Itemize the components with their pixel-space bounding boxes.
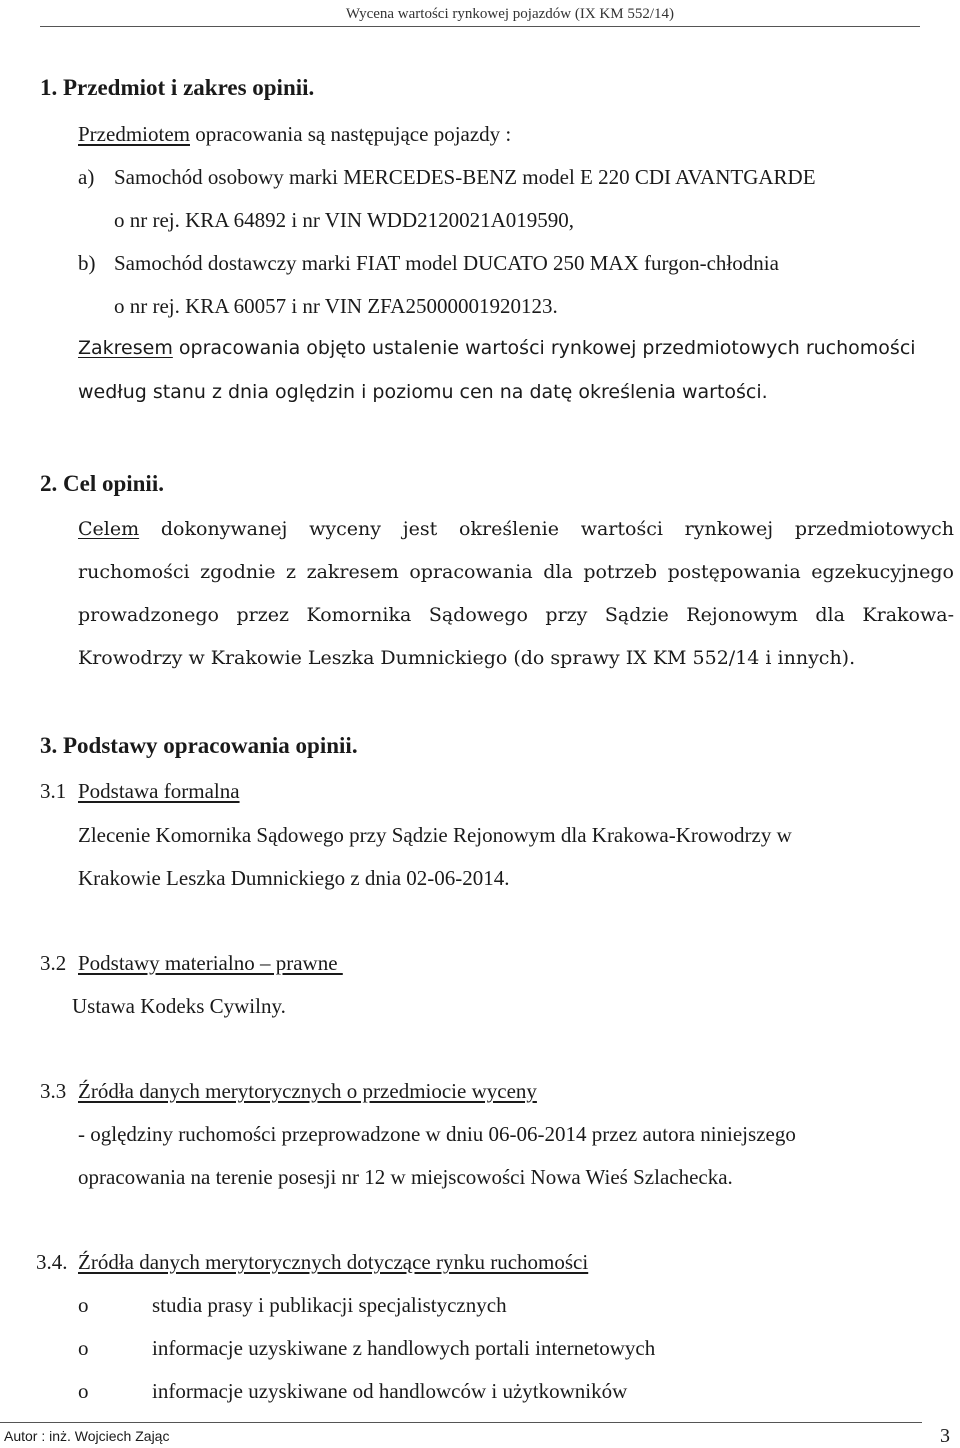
subsection-3-3-line-2: opracowania na terenie posesji nr 12 w miejscowości Nowa Wieś Szlachecka. <box>78 1165 733 1189</box>
subsection-3-3-line-1: - oględziny ruchomości przeprowadzone w dniu 06-06-2014 przez autora niniejszego <box>78 1122 796 1146</box>
scope-keyword: Zakresem <box>78 337 173 359</box>
section-2-body <box>78 508 954 680</box>
bullet-marker: o <box>78 1336 89 1360</box>
goal-text: dokonywanej wyceny jest określenie wartości rynkowej przedmiotowych ruchomości zgodnie z zakresem opracowania dla potrzeb postępowania egzekucyjnego prowadzonego przez Komornika Sądowego przy Sądzie Rejonowym dla Krakowa-Krowodrzy w Krakowie Leszka Dumnickiego (do sprawy IX KM 552/14 i innych). <box>78 518 954 669</box>
item-a-marker: a) <box>78 165 95 189</box>
item-a-line-2: o nr rej. KRA 64892 i nr VIN WDD2120021A019590, <box>114 208 575 232</box>
intro-text: opracowania są następujące pojazdy : <box>189 122 512 146</box>
section-3-heading: 3. Podstawy opracowania opinii. <box>40 733 358 758</box>
bullet-item: studia prasy i publikacji specjalistycznych <box>152 1293 507 1317</box>
section-1-heading: 1. Przedmiot i zakres opinii. <box>40 75 315 100</box>
bullet-marker: o <box>78 1293 89 1317</box>
subsection-3-1-number: 3.1 <box>40 779 67 803</box>
subsection-3-3-number: 3.3 <box>40 1079 67 1103</box>
scope-line-1 <box>78 339 916 358</box>
item-a-line-1: Samochód osobowy marki MERCEDES-BENZ model E 220 CDI AVANTGARDE <box>114 165 816 189</box>
item-b-marker: b) <box>78 251 96 275</box>
scope-text: opracowania objęto ustalenie wartości rynkowej przedmiotowych ruchomości <box>172 337 916 359</box>
item-b-line-2: o nr rej. KRA 60057 i nr VIN ZFA25000001920123. <box>114 294 558 318</box>
item-b-line-1: Samochód dostawczy marki FIAT model DUCATO 250 MAX furgon-chłodnia <box>114 251 779 275</box>
bullet-item: informacje uzyskiwane od handlowców i użytkowników <box>152 1379 628 1403</box>
section-1-intro <box>78 124 511 145</box>
page-number: 3 <box>940 1425 950 1447</box>
bullet-marker: o <box>78 1379 89 1403</box>
subsection-3-4-number: 3.4. <box>36 1250 68 1274</box>
intro-keyword: Przedmiotem <box>78 122 190 146</box>
subsection-3-2-title: Podstawy materialno – prawne <box>78 951 343 975</box>
footer-divider <box>0 1422 922 1423</box>
subsection-3-2-number: 3.2 <box>40 951 67 975</box>
header-divider <box>40 26 920 27</box>
subsection-3-4-title: Źródła danych merytorycznych dotyczące rynku ruchomości <box>78 1250 589 1274</box>
goal-keyword: Celem <box>78 518 140 540</box>
subsection-3-1-title: Podstawa formalna <box>78 779 240 803</box>
footer-author: Autor : inż. Wojciech Zając <box>4 1428 170 1444</box>
running-header: Wycena wartości rynkowej pojazdów (IX KM 552/14) <box>345 6 674 22</box>
subsection-3-1-line-1: Zlecenie Komornika Sądowego przy Sądzie Rejonowym dla Krakowa-Krowodrzy w <box>78 823 792 847</box>
scope-line-2: według stanu z dnia oględzin i poziomu cen na datę określenia wartości. <box>78 381 768 403</box>
subsection-3-2-line-1: Ustawa Kodeks Cywilny. <box>72 994 286 1018</box>
subsection-3-3-title: Źródła danych merytorycznych o przedmiocie wyceny <box>78 1079 537 1103</box>
subsection-3-1-line-2: Krakowie Leszka Dumnickiego z dnia 02-06-2014. <box>78 866 510 890</box>
section-2-heading: 2. Cel opinii. <box>40 471 164 496</box>
bullet-item: informacje uzyskiwane z handlowych portali internetowych <box>152 1336 656 1360</box>
